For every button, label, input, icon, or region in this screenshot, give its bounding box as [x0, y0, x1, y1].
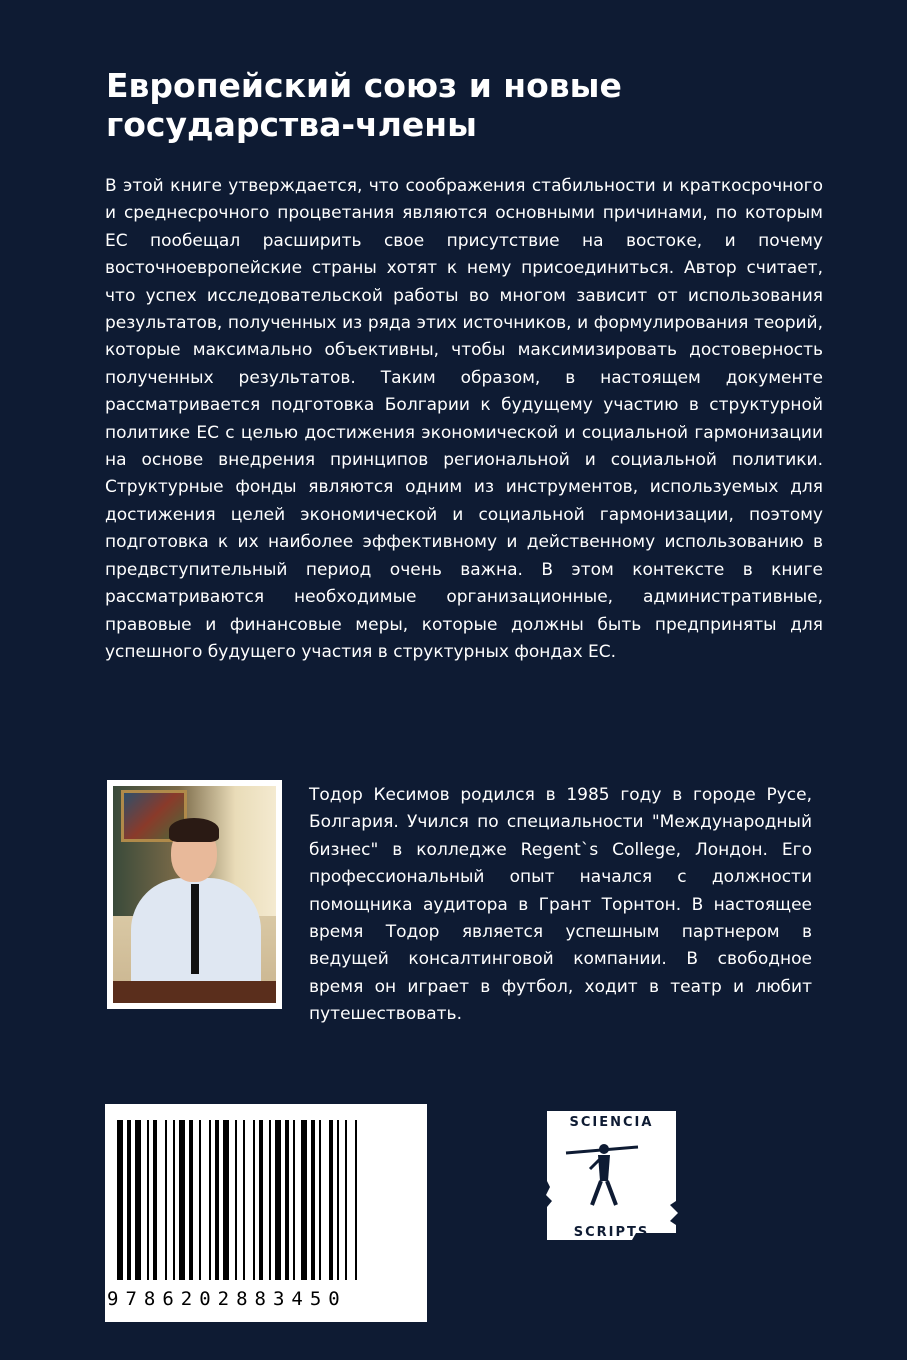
isbn-barcode: [105, 1104, 427, 1322]
barcode-bars-icon: [105, 1104, 427, 1294]
logo-bottom-text: SCRIPTS: [573, 1225, 650, 1240]
isbn-number: 9786202883450: [107, 1288, 347, 1310]
author-bio: Тодор Кесимов родился в 1985 году в городе Русе, Болгария. Учился по специальности "Международный бизнес" в колледже Regent`s College, Лондон. Его профессиональный опыт начался с должности помощника аудитора в Грант Торнтон. В настоящее время Тодор является успешным партнером в ведущей консалтинговой компании. В свободное время он играет в футбол, ходит в театр и любит путешествовать.: [309, 785, 812, 1025]
book-title: Европейский союз и новые государства-члены: [106, 66, 622, 144]
book-description: В этой книге утверждается, что соображения стабильности и краткосрочного и среднесрочного процветания являются основными причинами, по которым ЕС пообещал расширить свое присутствие на востоке, и почему восточноевропейские страны хотят к нему присоединиться. Автор считает, что успех исследовательской работы во многом зависит от использования результатов, полученных из ряда этих источников, и формулирования теорий, которые максимально объективны, чтобы максимизировать достоверность полученных результатов. Таким образом, в настоящем документе рассматривается подготовка Болгарии к будущему участию в структурной политике ЕС с целью достижения экономической и социальной гармонизации на основе внедрения принципов региональной и социальной политики. Структурные фонды являются одним из инструментов, используемых для достижения целей экономической и социальной гармонизации, поэтому подготовка к их наиболее эффективному и действенному использованию в предвступительный период очень важна. В этом контексте в книге рассматриваются необходимые организационные, административные, правовые и финансовые меры, которые должны быть предприняты для успешного будущего участия в структурных фондах ЕС.: [105, 176, 823, 662]
publisher-logo: [544, 1109, 679, 1242]
author-photo: [107, 780, 282, 1009]
logo-top-text: SCIENCIA: [569, 1115, 654, 1130]
